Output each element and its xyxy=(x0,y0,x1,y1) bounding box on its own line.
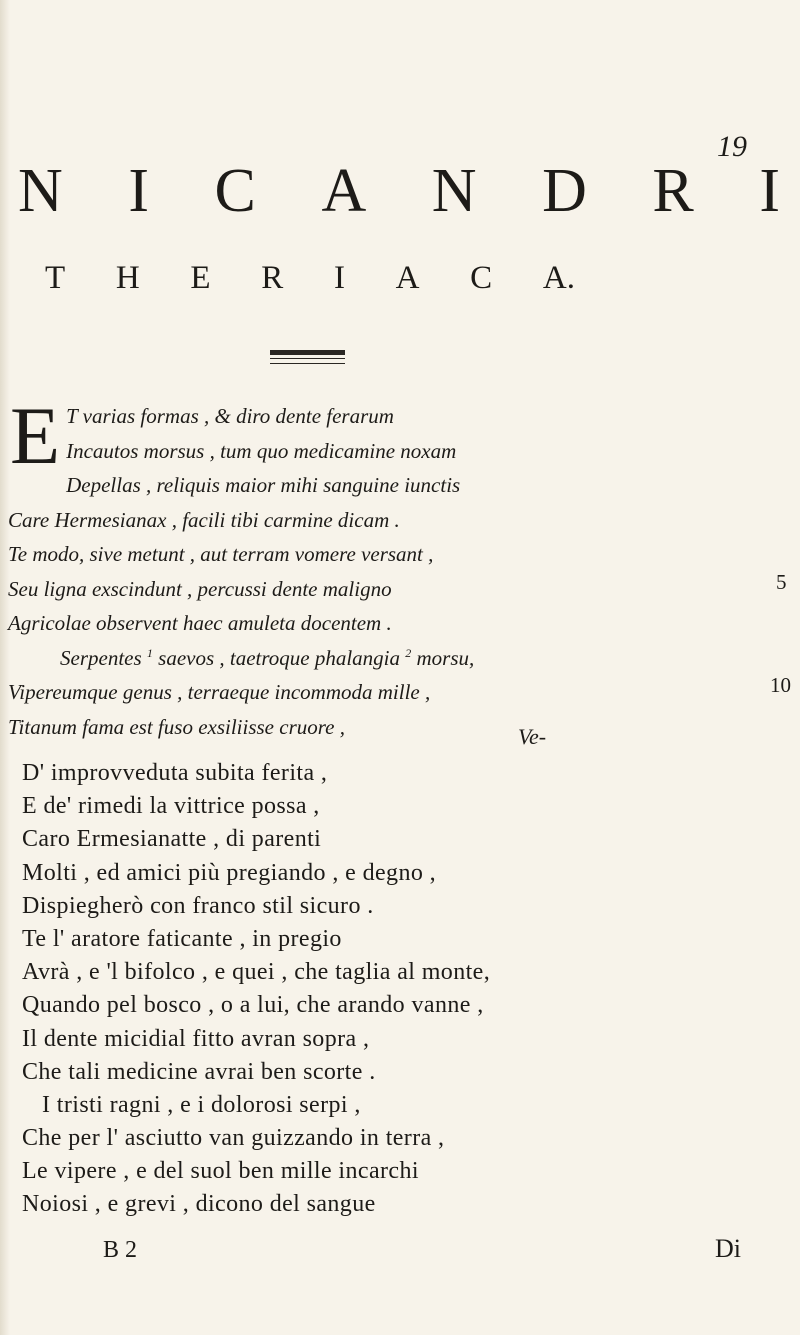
title-letter: N xyxy=(431,157,477,225)
subtitle-letter: T xyxy=(45,260,66,296)
italian-line: Te l' aratore faticante , in pregio xyxy=(22,925,342,952)
title-letter: N xyxy=(18,157,63,225)
line-number-10: 10 xyxy=(770,673,791,697)
subtitle-letter: A xyxy=(395,260,420,296)
subtitle-letter: C xyxy=(470,260,493,296)
subtitle-letter: H xyxy=(115,260,140,296)
title-letter: C xyxy=(214,157,256,225)
ornament-rule xyxy=(270,350,345,359)
italian-line: Il dente micidial fitto avran sopra , xyxy=(22,1025,370,1052)
subtitle-letter: I xyxy=(333,260,345,296)
latin-line xyxy=(8,641,713,676)
footnote-marker: 1 xyxy=(146,645,153,660)
italian-line: Che per l' asciutto van guizzando in terra , xyxy=(22,1125,445,1152)
italian-translation xyxy=(22,757,792,1222)
latin-text xyxy=(8,390,713,744)
italian-line: Quando pel bosco , o a lui, che arando vanne , xyxy=(22,992,484,1019)
italian-line: E de' rimedi la vittrice possa , xyxy=(22,793,320,820)
subtitle xyxy=(45,262,575,295)
latin-line: Depellas , reliquis maior mihi sanguine iunctis xyxy=(66,473,461,497)
latin-line: Care Hermesianax , facili tibi carmine dicam . xyxy=(8,507,400,532)
italian-line: Avrà , e 'l bifolco , e quei , che taglia al monte, xyxy=(22,959,491,986)
title-letter: I xyxy=(128,157,149,225)
italian-line: Noiosi , e grevi , dicono del sangue xyxy=(22,1191,376,1218)
title-letter: A xyxy=(321,157,367,225)
catchword-italian: Di xyxy=(715,1234,741,1263)
signature-mark: B 2 xyxy=(103,1237,138,1263)
title-letter: I xyxy=(759,157,780,225)
italian-line: I tristi ragni , e i dolorosi serpi , xyxy=(42,1091,361,1118)
subtitle-letter: A. xyxy=(542,260,575,296)
title-letter: D xyxy=(542,157,587,225)
drop-cap: E xyxy=(10,390,61,481)
italian-line: Le vipere , e del suol ben mille incarchi xyxy=(22,1158,419,1185)
latin-line: Te modo, sive metunt , aut terram vomere versant , xyxy=(8,542,434,566)
line-number-5: 5 xyxy=(776,570,787,594)
italian-line: Dispiegherò con franco stil sicuro . xyxy=(22,892,374,919)
page-title xyxy=(0,157,800,225)
latin-word: Serpentes xyxy=(60,645,142,670)
latin-line: Seu ligna exscindunt , percussi dente maligno xyxy=(8,576,392,601)
subtitle-letter: R xyxy=(261,260,284,296)
italian-line: Molti , ed amici più pregiando , e degno , xyxy=(22,859,437,886)
latin-line: Titanum fama est fuso exsiliisse cruore , xyxy=(8,714,345,739)
footnote-marker: 2 xyxy=(405,645,412,660)
italian-line: Caro Ermesianatte , di parenti xyxy=(22,826,322,853)
latin-line: Vipereumque genus , terraeque incommoda mille , xyxy=(8,680,431,704)
latin-word: morsu, xyxy=(416,645,475,670)
latin-word: saevos , taetroque phalangia xyxy=(158,645,401,670)
italian-line: Che tali medicine avrai ben scorte . xyxy=(22,1058,376,1085)
catchword-latin: Ve- xyxy=(518,724,547,749)
page-number: 19 xyxy=(717,130,747,163)
title-letter: R xyxy=(652,157,694,225)
latin-line: Agricolae observent haec amuleta docentem . xyxy=(8,611,392,635)
subtitle-letter: E xyxy=(190,260,211,296)
latin-line: Incautos morsus , tum quo medicamine noxam xyxy=(66,438,457,463)
latin-line: T varias formas , & diro dente ferarum xyxy=(66,404,394,428)
italian-line: D' improvveduta subita ferita , xyxy=(22,760,328,786)
